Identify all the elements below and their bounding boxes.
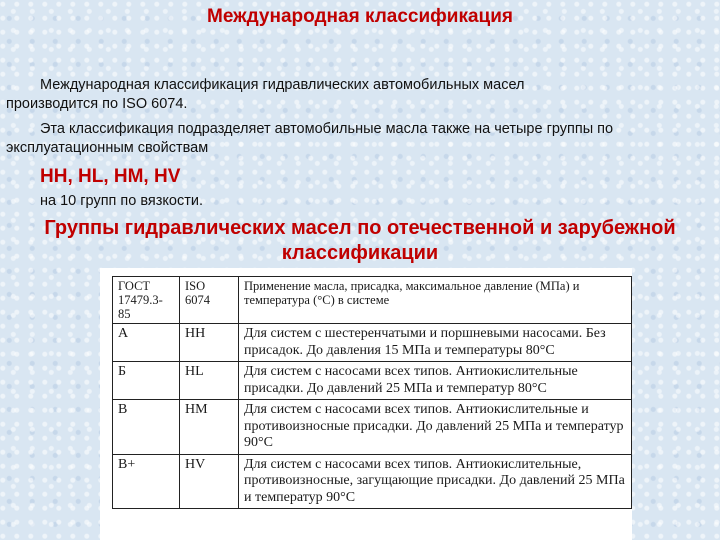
header-iso: ISO 6074: [180, 277, 239, 324]
groups-intro-line-2: эксплуатационным свойствам: [6, 140, 209, 156]
cell-gost: В: [113, 400, 180, 455]
cell-iso: НН: [180, 324, 239, 362]
table-heading: [0, 216, 720, 266]
cell-application: Для систем с насосами всех типов. Антиокислительные и противоизносные присадки. До давлений 25 МПа и температур 90°С: [239, 400, 632, 455]
iso-intro-paragraph: [6, 76, 714, 114]
viscosity-groups-text: на 10 групп по вязкости.: [40, 193, 204, 209]
cell-application: Для систем с шестеренчатыми и поршневыми насосами. Без присадок. До давления 15 МПа и температуры 80°С: [239, 324, 632, 362]
table-row: [113, 454, 632, 509]
classification-table: [112, 276, 632, 509]
cell-gost: Б: [113, 362, 180, 400]
slide-title: Международная классификация: [207, 6, 513, 27]
table-row: [113, 324, 632, 362]
cell-gost: В+: [113, 454, 180, 509]
iso-intro-line-1: Международная классификация гидравлических автомобильных масел: [40, 77, 525, 93]
cell-application: Для систем с насосами всех типов. Антиокислительные, противоизносные, загущающие присадки. До давлений 25 МПа и температур 90°С: [239, 454, 632, 509]
table-row: [113, 400, 632, 455]
iso-intro-line-2: производится по ISO 6074.: [6, 96, 188, 112]
header-application: Применение масла, присадка, максимальное давление (МПа) и температура (°С) в системе: [239, 277, 632, 324]
iso-groups-list: HH, HL, HM, HV: [40, 166, 181, 187]
table-heading-line-1: Группы гидравлических масел по отечественной и зарубежной: [44, 217, 676, 239]
groups-intro-paragraph: [6, 120, 714, 158]
table-row: [113, 362, 632, 400]
classification-table-image: [100, 268, 632, 540]
groups-intro-line-1: Эта классификация подразделяет автомобильные масла также на четыре группы по: [40, 121, 614, 137]
cell-application: Для систем с насосами всех типов. Антиокислительные присадки. До давлений 25 МПа и температур 80°С: [239, 362, 632, 400]
cell-iso: HV: [180, 454, 239, 509]
table-heading-line-2: классификации: [281, 242, 439, 264]
header-gost: ГОСТ 17479.3-85: [113, 277, 180, 324]
table-header-row: [113, 277, 632, 324]
cell-iso: НМ: [180, 400, 239, 455]
cell-iso: HL: [180, 362, 239, 400]
cell-gost: А: [113, 324, 180, 362]
